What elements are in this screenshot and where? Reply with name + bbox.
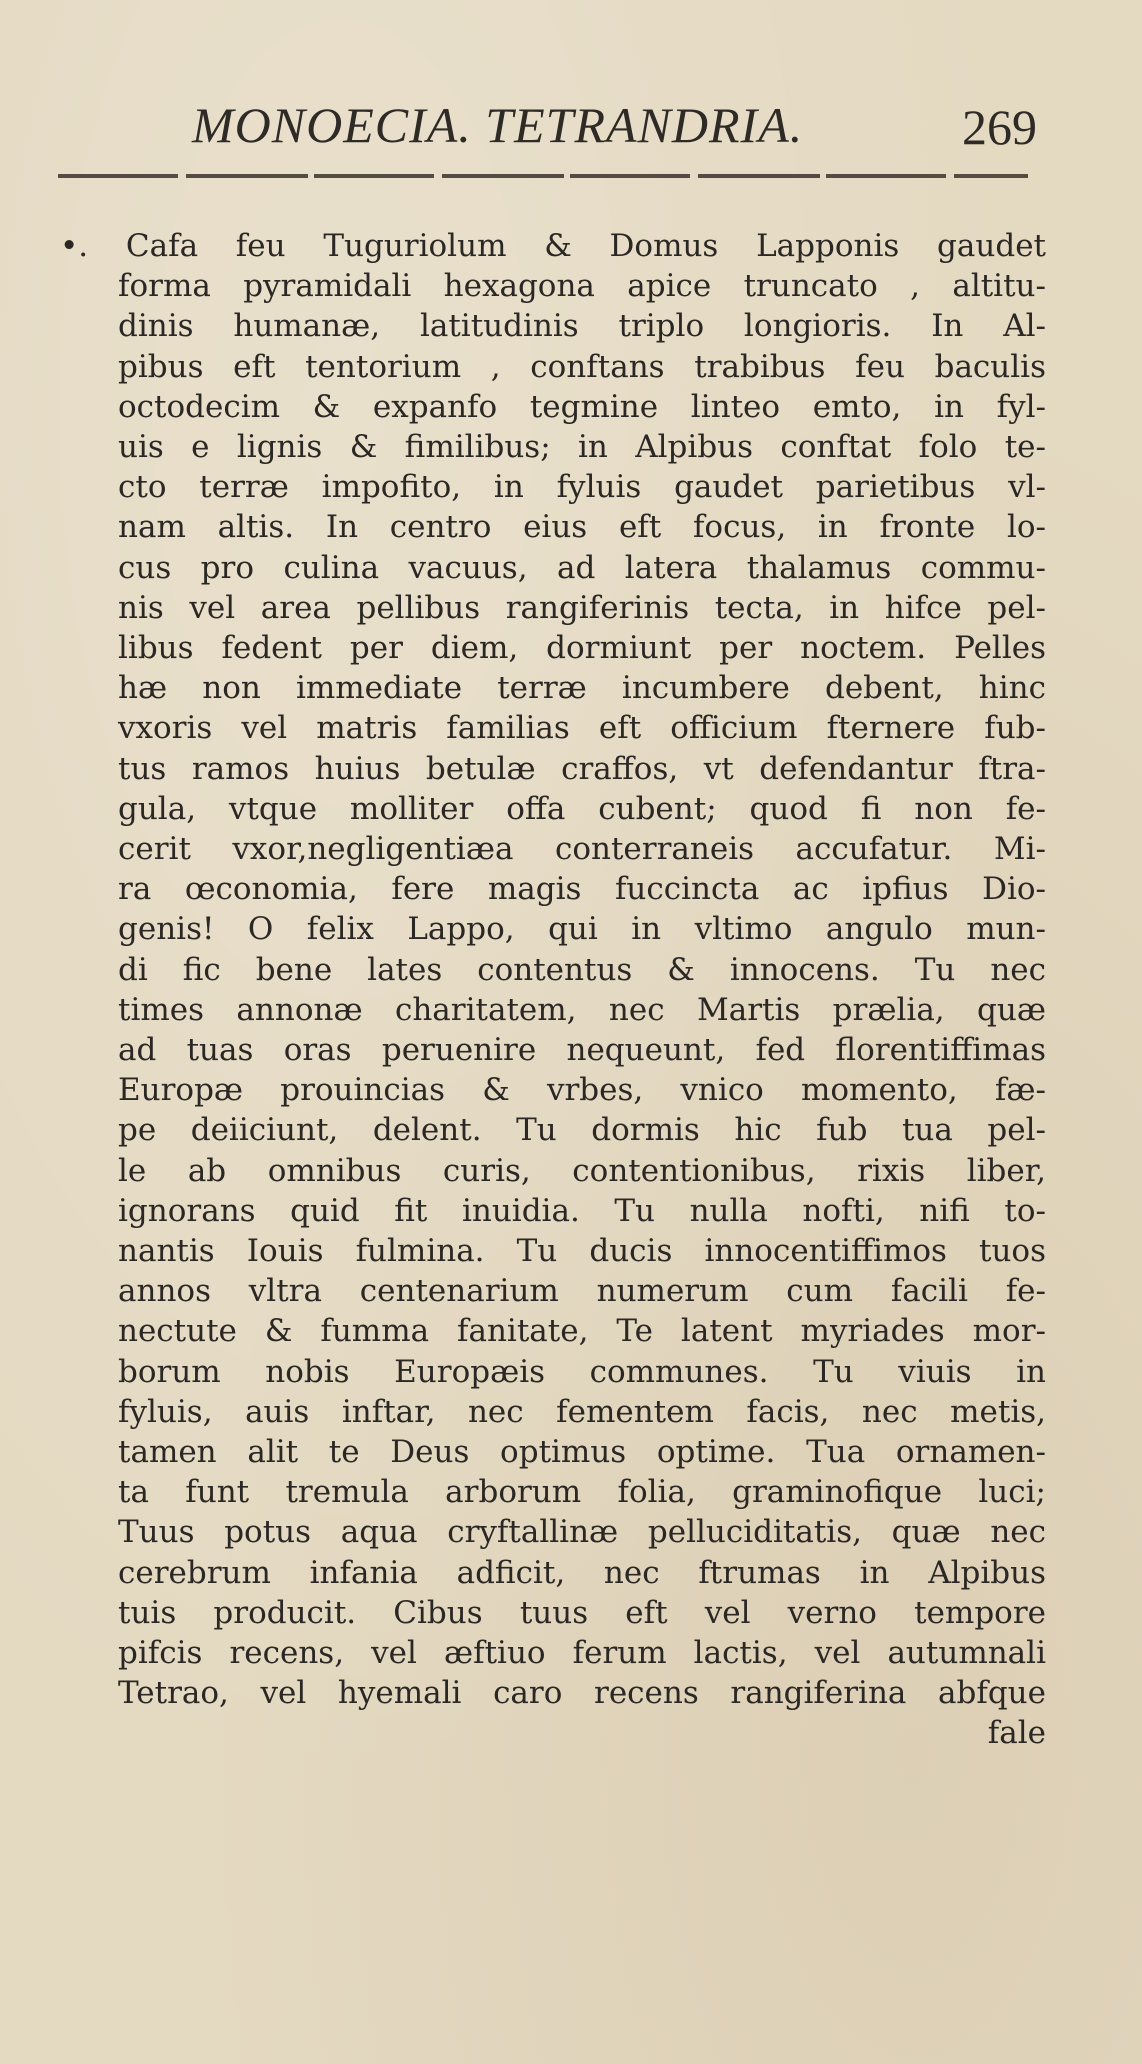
text-line: ad tuas oras peruenire nequeunt, fed florentiffimas [118, 1032, 1046, 1068]
text-line: gula, vtque molliter offa cubent; quod fi non fe- [118, 790, 1046, 827]
text-line: pifcis recens, vel æftiuo ferum lactis, vel autumnali [118, 1635, 1046, 1671]
running-title: MONOECIA. TETRANDRIA. [192, 97, 804, 153]
text-line: libus fedent per diem, dormiunt per noctem. Pelles [118, 630, 1046, 666]
text-line: tuis producit. Cibus tuus eft vel verno tempore [118, 1594, 1046, 1631]
text-line: uis e lignis & fimilibus; in Alpibus conftat folo te- [118, 429, 1046, 465]
text-line: cerit vxor,negligentiæa conterraneis accufatur. Mi- [118, 831, 1046, 867]
text-line: cerebrum infania adficit, nec ftrumas in Alpibus [118, 1554, 1046, 1591]
text-line: nectute & fumma fanitate, Te latent myriades mor- [118, 1313, 1046, 1350]
text-line: octodecim & expanfo tegmine linteo emto, in fyl- [118, 388, 1046, 425]
text-line: Europæ prouincias & vrbes, vnico momento, fæ- [118, 1072, 1046, 1109]
text-line: cto terræ impofito, in fyluis gaudet parietibus vl- [118, 469, 1046, 506]
text-line: tus ramos huius betulæ craffos, vt defendantur ftra- [118, 750, 1046, 787]
text-line: Tuus potus aqua cryftallinæ pelluciditatis, quæ nec [118, 1514, 1046, 1551]
text-line: ta funt tremula arborum folia, graminofique luci; [118, 1474, 1046, 1511]
text-line: nis vel area pellibus rangiferinis tecta, in hifce pel- [118, 589, 1046, 626]
page-number: 269 [962, 99, 1037, 155]
text-line: le ab omnibus curis, contentionibus, rixis liber, [118, 1152, 1046, 1189]
text-line: hæ non immediate terræ incumbere debent, hinc [118, 670, 1046, 707]
text-line: cus pro culina vacuus, ad latera thalamus commu- [118, 549, 1046, 586]
text-line: dinis humanæ, latitudinis triplo longioris. In Al- [118, 308, 1046, 345]
text-line: tamen alit te Deus optimus optime. Tua ornamen- [118, 1434, 1046, 1470]
text-line: pibus eft tentorium , conftans trabibus feu baculis [118, 348, 1046, 385]
header-rule [58, 174, 1028, 178]
text-line: ignorans quid fit inuidia. Tu nulla nofti, nifi to- [118, 1192, 1046, 1229]
text-line: annos vltra centenarium numerum cum facili fe- [118, 1273, 1046, 1310]
text-line: nantis Iouis fulmina. Tu ducis innocentiffimos tuos [118, 1233, 1046, 1269]
text-line: fyluis, auis inftar, nec fementem facis, nec metis, [118, 1393, 1046, 1430]
text-line: forma pyramidali hexagona apice truncato , altitu- [118, 268, 1046, 305]
text-line: times annonæ charitatem, nec Martis prælia, quæ [118, 991, 1046, 1028]
text-line: ra œconomia, fere magis fuccincta ac ipfius Dio- [118, 871, 1046, 908]
text-line: vxoris vel matris familias eft officium fternere fub- [118, 710, 1046, 747]
text-line: nam altis. In centro eius eft focus, in fronte lo- [118, 509, 1046, 546]
page-header [0, 96, 1142, 156]
text-line: Tetrao, vel hyemali caro recens rangiferina abfque [118, 1675, 1046, 1712]
text-line: borum nobis Europæis communes. Tu viuis in [118, 1353, 1046, 1390]
text-line: genis! O felix Lappo, qui in vltimo angulo mun- [118, 911, 1046, 948]
text-line: •. Cafa feu Tuguriolum & Domus Lapponis gaudet [60, 228, 1046, 264]
text-line: pe deiiciunt, delent. Tu dormis hic fub tua pel- [118, 1112, 1046, 1149]
text-line: di fic bene lates contentus & innocens. Tu nec [118, 951, 1046, 988]
catchword: fale [987, 1715, 1046, 1752]
